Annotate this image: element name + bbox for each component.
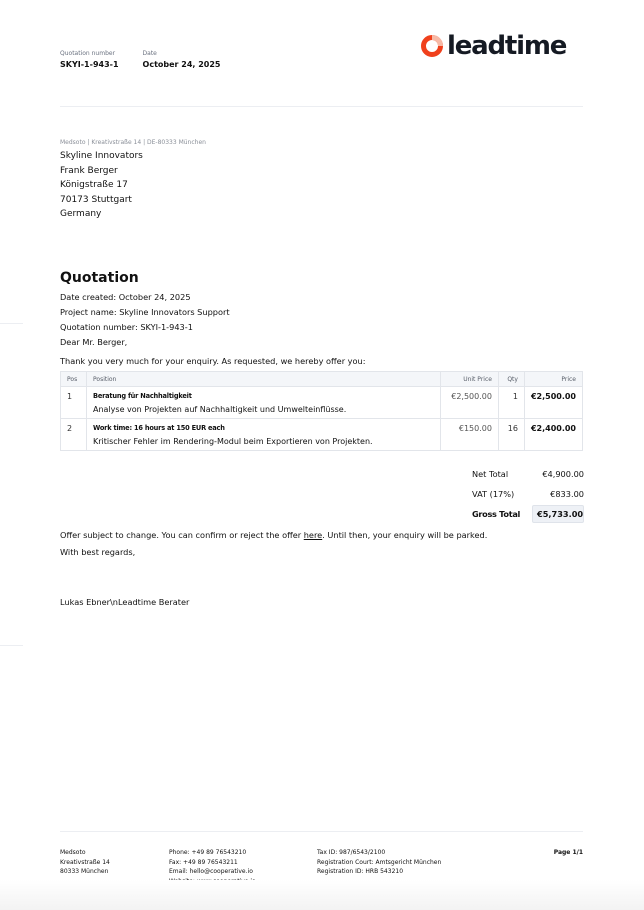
recipient-country: Germany (60, 209, 102, 220)
net-total-value: €4,900.00 (542, 469, 584, 479)
fold-mark (0, 323, 23, 324)
date-created: Date created: October 24, 2025 (60, 292, 191, 302)
row-position (87, 419, 441, 451)
recipient-street: Königstraße 17 (60, 180, 128, 191)
row-item-name: Work time: 16 hours at 150 EUR each (93, 424, 225, 432)
row-pos: 2 (61, 419, 87, 451)
line-items-table (60, 371, 583, 451)
totals-block (472, 464, 584, 524)
row-price: €2,500.00 (524, 387, 582, 419)
recipient-company: Skyline Innovators (60, 151, 143, 161)
offer-text (60, 530, 487, 540)
vat-row (472, 484, 584, 504)
header-divider (60, 106, 583, 107)
header-position: Position (87, 372, 441, 387)
table-row (61, 419, 583, 451)
document-intro (60, 290, 230, 350)
row-qty: 16 (498, 419, 524, 451)
quotation-number-line: Quotation number: SKYI-1-943-1 (60, 322, 193, 332)
quotation-number-block (60, 50, 119, 71)
gross-total-value: €5,733.00 (532, 505, 584, 523)
row-item-description: Kritischer Fehler im Rendering-Modul beim Exportieren von Projekten. (93, 437, 373, 446)
table-header-row (61, 372, 583, 387)
confirm-offer-link[interactable]: here (303, 530, 323, 540)
footer-fax: Fax: +49 89 76543211 (169, 858, 238, 866)
footer-company-line: Medsoto (60, 849, 86, 856)
row-price: €2,400.00 (524, 419, 582, 451)
row-item-description: Analyse von Projekten auf Nachhaltigkeit und Umwelteinflüsse. (93, 405, 347, 414)
offer-text-after: . Until then, your enquiry will be parked. (322, 530, 488, 540)
header-pos: Pos (61, 372, 87, 387)
signature: Lukas Ebner\nLeadtime Berater (60, 597, 190, 607)
leadtime-logo (420, 31, 566, 61)
date-block (143, 50, 221, 71)
project-name: Project name: Skyline Innovators Support (60, 307, 230, 317)
salutation: Dear Mr. Berger, (60, 337, 128, 347)
gross-total-row (472, 504, 584, 524)
sender-line: Medsoto | Kreativstraße 14 | DE-80333 München (60, 139, 206, 146)
header-qty: Qty (498, 372, 524, 387)
row-pos: 1 (61, 387, 87, 419)
ring-logo-icon (420, 34, 444, 58)
footer-company-line: Kreativstraße 14 (60, 858, 110, 866)
recipient-city: 70173 Stuttgart (60, 194, 132, 205)
footer-company (60, 848, 110, 877)
footer-registration-court: Registration Court: Amtsgericht München (317, 858, 442, 866)
net-total-label: Net Total (472, 469, 509, 479)
recipient-address (60, 149, 143, 222)
row-position (87, 387, 441, 419)
regards-text: With best regards, (60, 547, 136, 557)
footer-registration (317, 848, 441, 877)
thanks-text: Thank you very much for your enquiry. As requested, we hereby offer you: (60, 356, 366, 366)
header-meta (60, 50, 221, 71)
page-bottom-shade (0, 880, 644, 910)
footer-divider (60, 831, 583, 832)
row-unit-price: €2,500.00 (440, 387, 498, 419)
logo-wordmark: leadtime (447, 31, 567, 61)
quotation-number-label: Quotation number (60, 50, 116, 57)
page-number: Page 1/1 (553, 849, 583, 856)
offer-text-before: Offer subject to change. You can confirm or reject the offer (60, 530, 304, 540)
footer-registration-id: Registration ID: HRB 543210 (317, 868, 404, 875)
gross-total-label: Gross Total (472, 509, 521, 519)
footer-email: Email: hello@cooperative.io (169, 868, 253, 875)
row-item-name: Beratung für Nachhaltigkeit (93, 392, 192, 400)
quotation-number-value: SKYI-1-943-1 (60, 60, 119, 69)
header-price: Price (524, 372, 582, 387)
vat-label: VAT (17%) (472, 489, 515, 499)
footer-company-line: 80333 München (60, 868, 109, 875)
document-title: Quotation (60, 270, 139, 286)
fold-mark (0, 645, 23, 646)
row-qty: 1 (498, 387, 524, 419)
vat-value: €833.00 (550, 489, 584, 499)
recipient-name: Frank Berger (60, 165, 118, 176)
date-value: October 24, 2025 (142, 60, 221, 69)
header-unit-price: Unit Price (440, 372, 498, 387)
footer-tax-id: Tax ID: 987/6543/2100 (317, 849, 386, 856)
net-total-row (472, 464, 584, 484)
footer-phone: Phone: +49 89 76543210 (169, 849, 247, 856)
row-unit-price: €150.00 (440, 419, 498, 451)
date-label: Date (142, 50, 157, 57)
table-row (61, 387, 583, 419)
